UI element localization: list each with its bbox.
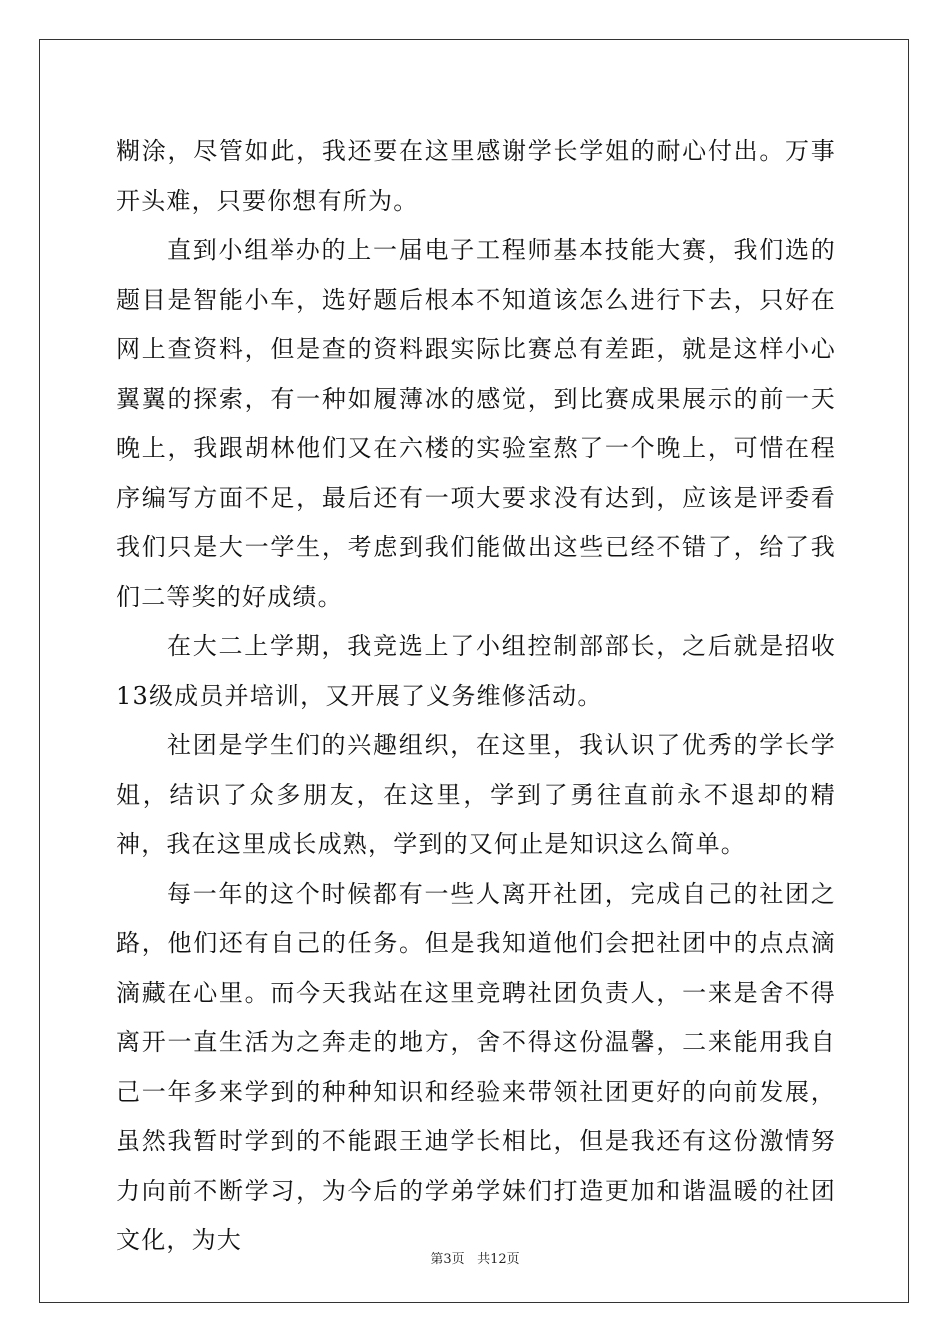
page-footer (0, 1248, 950, 1267)
page-total: 共12页 (477, 1252, 520, 1267)
paragraph-5: 每一年的这个时候都有一些人离开社团，完成自己的社团之路，他们还有自己的任务。但是我知道他们会把社团中的点点滴滴藏在心里。而今天我站在这里竞聘社团负责人，一来是舍不得离开一直生活为之奔走的地方，舍不得这份温馨，二来能用我自己一年多来学到的种种知识和经验来带领社团更好的向前发展，虽然我暂时学到的不能跟王迪学长相比，但是我还有这份激情努力向前不断学习，为今后的学弟学妹们打造更加和谐温暖的社团文化，为大 (116, 879, 836, 1254)
footer-spacer (465, 1252, 477, 1267)
document-body (116, 127, 836, 1266)
paragraph-2: 直到小组举办的上一届电子工程师基本技能大赛，我们选的题目是智能小车，选好题后根本不知道该怎么进行下去，只好在网上查资料，但是查的资料跟实际比赛总有差距，就是这样小心翼翼的探索，有一种如履薄冰的感觉，到比赛成果展示的前一天晚上，我跟胡林他们又在六楼的实验室熬了一个晚上，可惜在程序编写方面不足，最后还有一项大要求没有达到，应该是评委看我们只是大一学生，考虑到我们能做出这些已经不错了，给了我们二等奖的好成绩。 (116, 236, 836, 611)
paragraph-3: 在大二上学期，我竞选上了小组控制部部长，之后就是招收13级成员并培训，又开展了义务维修活动。 (116, 632, 836, 710)
page-number: 第3页 (430, 1252, 465, 1267)
paragraph-1: 糊涂，尽管如此，我还要在这里感谢学长学姐的耐心付出。万事开头难，只要你想有所为。 (116, 137, 836, 215)
paragraph-4: 社团是学生们的兴趣组织，在这里，我认识了优秀的学长学姐，结识了众多朋友，在这里，学到了勇往直前永不退却的精神，我在这里成长成熟，学到的又何止是知识这么简单。 (116, 731, 836, 858)
